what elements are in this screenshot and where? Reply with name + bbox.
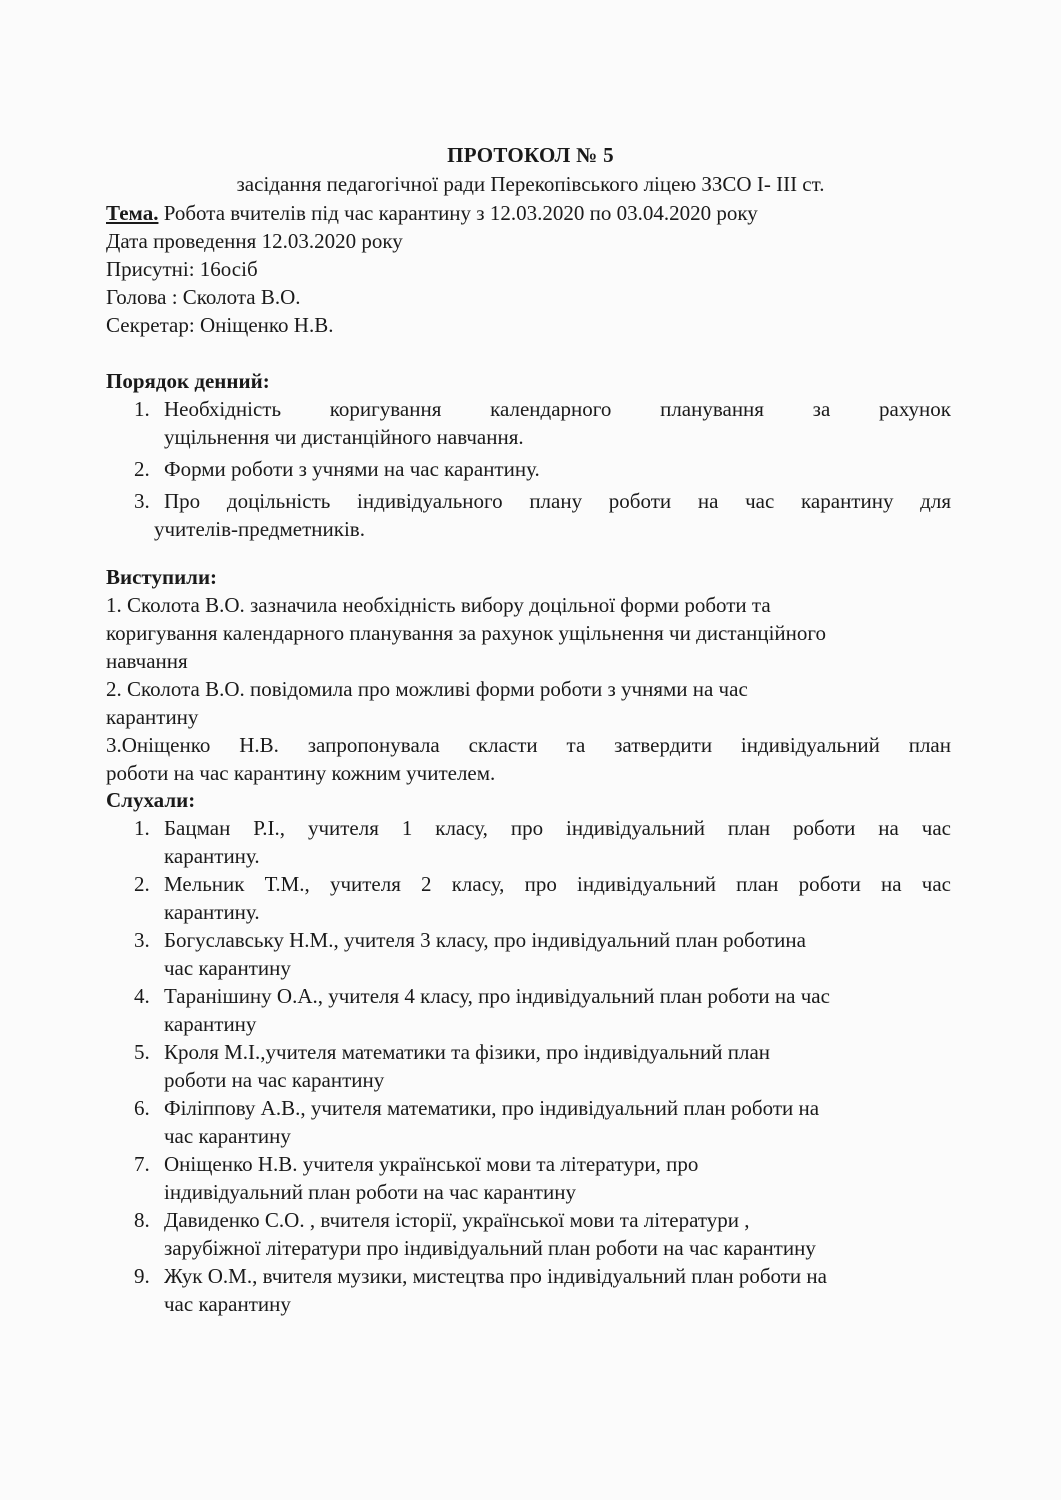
speaker-entry	[106, 675, 951, 731]
meeting-date: Дата проведення 12.03.2020 року	[106, 229, 403, 253]
document-subtitle: засідання педагогічної ради Перекопівського ліцею ЗЗСО І- ІІІ ст.	[236, 172, 825, 196]
heard-item-number: 1.	[134, 816, 150, 840]
heard-item-line: карантину.	[164, 844, 260, 868]
heard-item	[106, 1150, 951, 1206]
speaker-entry	[106, 731, 951, 787]
agenda-item	[106, 395, 951, 451]
heard-item-line: час карантину	[164, 1292, 291, 1316]
document-title: ПРОТОКОЛ № 5	[447, 143, 614, 167]
chair-person: Голова : Сколота В.О.	[106, 285, 301, 309]
heard-item	[106, 982, 951, 1038]
heard-item-number: 8.	[134, 1208, 150, 1232]
agenda-item-number: 1.	[134, 397, 150, 421]
heard-item-line: Таранішину О.А., учителя 4 класу, про індивідуальний план роботи на час	[164, 984, 830, 1008]
heard-item-line: Філіппову А.В., учителя математики, про індивідуальний план роботи на	[164, 1096, 820, 1120]
heard-item-line: Жук О.М., вчителя музики, мистецтва про індивідуальний план роботи на	[164, 1264, 827, 1288]
heard-item-line: зарубіжної літератури про індивідуальний план роботи на час карантину	[164, 1236, 816, 1260]
agenda-section	[106, 367, 951, 543]
agenda-item-number: 2.	[134, 457, 150, 481]
heard-item-line: час карантину	[164, 956, 291, 980]
present-count: Присутні: 16осіб	[106, 257, 258, 281]
speaker-line: 2. Сколота В.О. повідомила про можливі форми роботи з учнями на час	[106, 677, 748, 701]
secretary-person: Секретар: Оніщенко Н.В.	[106, 313, 334, 337]
heard-item-line: Бацман Р.І., учителя 1 класу, про індивідуальний план роботи на час	[164, 816, 951, 840]
heard-item-line: індивідуальний план роботи на час карантину	[164, 1180, 576, 1204]
heard-item	[106, 814, 951, 870]
heard-item-number: 2.	[134, 872, 150, 896]
agenda-item-line: Про доцільність індивідуального плану роботи на час карантину для	[164, 489, 951, 513]
speaker-line: 1. Сколота В.О. зазначила необхідність вибору доцільної форми роботи та	[106, 593, 771, 617]
topic-label: Тема.	[106, 201, 159, 225]
heard-item	[106, 1262, 951, 1318]
speaker-line: карантину	[106, 705, 199, 729]
heard-item-line: Оніщенко Н.В. учителя української мови та літератури, про	[164, 1152, 699, 1176]
agenda-item-line: Необхідність коригування календарного планування за рахунок	[164, 397, 951, 421]
agenda-item	[106, 487, 951, 543]
heard-item	[106, 1094, 951, 1150]
topic-line	[106, 199, 951, 227]
heard-item	[106, 1038, 951, 1094]
heard-item	[106, 870, 951, 926]
meta-block	[106, 199, 951, 339]
agenda-heading: Порядок денний:	[106, 369, 270, 393]
agenda-item-line: ущільнення чи дистанційного навчання.	[164, 425, 524, 449]
heard-item-number: 5.	[134, 1040, 150, 1064]
speaker-line: коригування календарного планування за рахунок ущільнення чи дистанційного	[106, 621, 826, 645]
agenda-item-line: учителів-предметників.	[154, 517, 365, 541]
speakers-section	[106, 563, 951, 787]
heard-item-line: час карантину	[164, 1124, 291, 1148]
heard-item-line: карантину.	[164, 900, 260, 924]
heard-item-line: Богуславську Н.М., учителя 3 класу, про індивідуальний план роботина	[164, 928, 806, 952]
heard-item-number: 6.	[134, 1096, 150, 1120]
heard-item-line: Кроля М.І.,учителя математики та фізики, про індивідуальний план	[164, 1040, 771, 1064]
speaker-line: 3.Оніщенко Н.В. запропонувала скласти та затвердити індивідуальний план	[106, 733, 951, 757]
heard-item-line: Мельник Т.М., учителя 2 класу, про індивідуальний план роботи на час	[164, 872, 951, 896]
heard-item	[106, 1206, 951, 1262]
heard-item-number: 7.	[134, 1152, 150, 1176]
heard-item-line: роботи на час карантину	[164, 1068, 385, 1092]
agenda-item-line: Форми роботи з учнями на час карантину.	[164, 457, 540, 481]
speakers-heading: Виступили:	[106, 565, 218, 589]
heard-item-number: 3.	[134, 928, 150, 952]
heard-item	[106, 926, 951, 982]
agenda-item-number: 3.	[134, 489, 150, 513]
heard-item-number: 4.	[134, 984, 150, 1008]
heard-section	[106, 786, 951, 1318]
heard-heading: Слухали:	[106, 788, 196, 812]
speaker-line: роботи на час карантину кожним учителем.	[106, 761, 496, 785]
agenda-item	[106, 455, 951, 483]
heard-item-line: Давиденко С.О. , вчителя історії, української мови та літератури ,	[164, 1208, 750, 1232]
heard-item-line: карантину	[164, 1012, 257, 1036]
topic-text: Робота вчителів під час карантину з 12.03.2020 по 03.04.2020 року	[158, 201, 758, 225]
speaker-line: навчання	[106, 649, 188, 673]
heard-item-number: 9.	[134, 1264, 150, 1288]
speaker-entry	[106, 591, 951, 675]
